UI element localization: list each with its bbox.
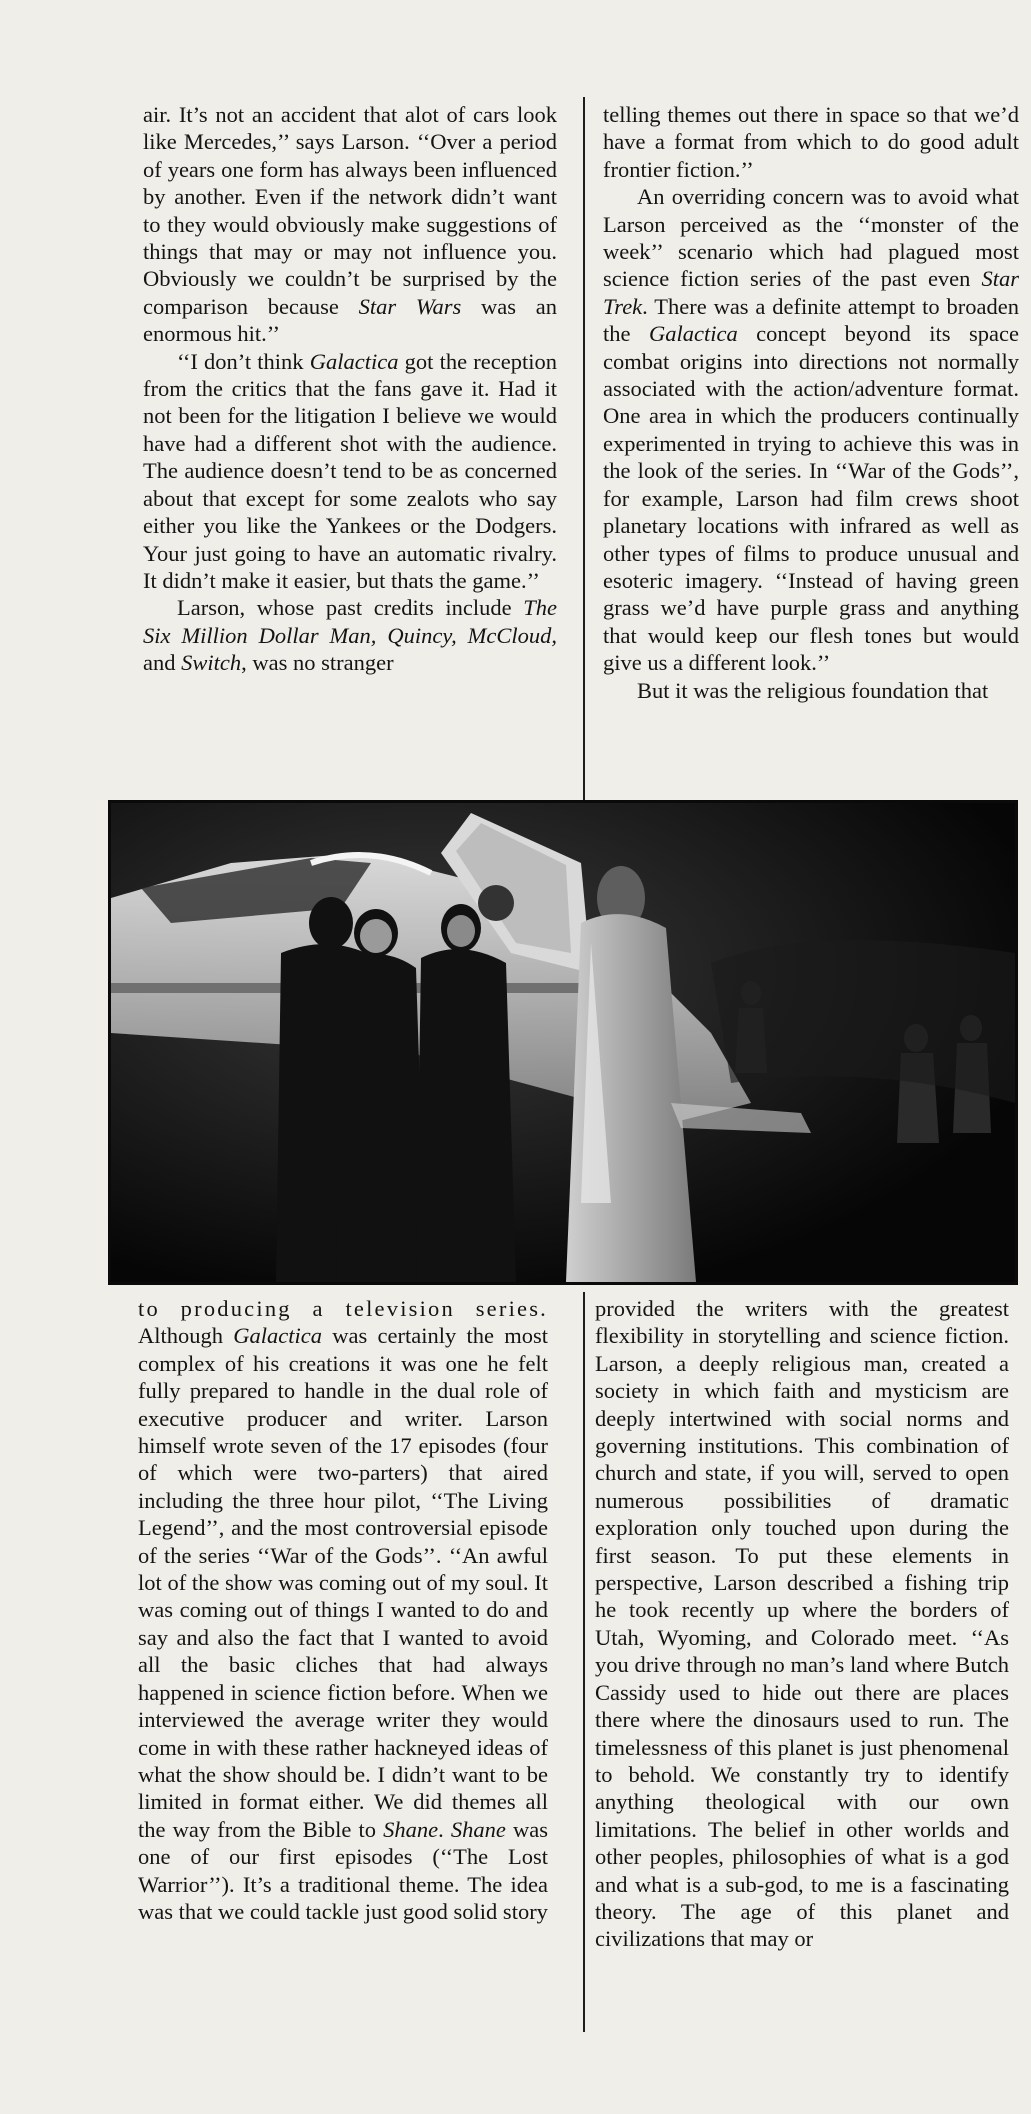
photo-illustration [111, 803, 1015, 1282]
italic-title: Galactica [233, 1323, 322, 1349]
text-run: got the reception from the critics that the fans gave it. Had it not been for the litigation I believe we would have had a different shot with the audience. The audience doesn’t tend to be as concerned about that except for some zealots who say either you like the Yankees or the Dodgers. Your just going to have an automatic rivalry. It didn’t make it easier, but thats the game.’’ [143, 348, 557, 593]
paragraph: But it was the religious foundation that [637, 677, 989, 703]
italic-title: Shane [450, 1816, 506, 1842]
text-run: was one of our first episodes (‘‘The Lost Warrior’’). It’s a traditional theme. The idea was that we could tackle just good solid story [138, 1816, 548, 1924]
italic-title: Shane [383, 1816, 439, 1842]
column-divider [583, 1292, 585, 2032]
text-run: Larson, whose past credits include [177, 595, 524, 621]
text-run: was an enormous hit.’’ [143, 293, 557, 347]
italic-title: Switch [181, 650, 242, 676]
text-run: and [143, 650, 182, 676]
text-run: An overriding concern was to avoid what Larson perceived as the ‘‘monster of the week’’ scenario which had plagued most science fiction series of the past even [603, 184, 1019, 292]
italic-title: Galactica [648, 321, 738, 347]
text-run: . [438, 1816, 451, 1842]
film-still-photo [108, 800, 1018, 1285]
paragraph [143, 594, 557, 676]
paragraph [138, 1295, 548, 1925]
italic-title: Galactica [309, 348, 399, 374]
paragraph [143, 101, 557, 348]
text-run: ‘‘I don’t think [177, 348, 310, 374]
text-run: air. It’s not an accident that alot of cars look like Mercedes,’’ says Larson. ‘‘Over a period of years one form has always been influenced by another. Even if the network didn’t want to they would obviously make suggestions of things that may or may not influence you. Obviously we couldn’t be surprised by the comparison because [143, 102, 557, 319]
italic-title: Star Trek [603, 266, 1019, 319]
italic-title: The Six Million Dollar Man, Quincy, McCloud, [143, 595, 557, 648]
text-run: concept beyond its space combat origins into directions not normally associated with the action/adventure format. One area in which the producers continually experimented in trying to achieve this was in the look of the series. In ‘‘War of the Gods’’, for example, Larson had film crews shoot planetary locations with infrared as well as other types of films to produce unusual and esoteric imagery. ‘‘Instead of having green grass we’d have purple grass and anything that would keep our flesh tones but would give us a different look.’’ [603, 321, 1019, 676]
italic-title: Star Wars [358, 293, 462, 319]
paragraph: telling themes out there in space so that we’d have a format from which to do good adult frontier fiction.’’ [603, 102, 1019, 182]
column-bottom-right [595, 1295, 1009, 1953]
column-bottom-left [138, 1295, 548, 1925]
paragraph [603, 183, 1019, 676]
text-run: Although [138, 1323, 234, 1349]
paragraph: provided the writers with the greatest flexibility in storytelling and science fiction. Larson, a deeply religious man, created a society in which faith and mysticism are deeply intertwined with social norms and governing institutions. This combination of church and state, if you will, served to open numerous possibilities of dramatic exploration only touched upon during the first season. To put these elements in perspective, Larson described a fishing trip he took recently up where the borders of Utah, Wyoming, and Colorado meet. ‘‘As you drive through no man’s land where Butch Cassidy used to hide out there are places there where the dinosaurs used to run. The timelessness of this planet is just phenomenal to behold. We constantly try to identify anything theological with our own limitations. The belief in other worlds and other peoples, philosophies of what is a god and what is a sub-god, to me is a fascinating theory. The age of this planet and civilizations that may or [595, 1296, 1009, 1952]
column-top-left [143, 101, 557, 677]
column-divider [583, 97, 585, 800]
text-run: to producing a television series. [138, 1296, 548, 1321]
paragraph [143, 348, 557, 595]
text-run: , was no stranger [241, 650, 394, 676]
text-run: was certainly the most complex of his creations it was one he felt fully prepared to handle in the dual role of executive producer and writer. Larson himself wrote seven of the 17 episodes (four of which were two-parters) that aired including the three hour pilot, ‘‘The Living Legend’’, and the most controversial episode of the series ‘‘War of the Gods’’. ‘‘An awful lot of the show was coming out of my soul. It was coming out of things I wanted to do and say and also the fact that I wanted to avoid all the basic cliches that had always happened in science fiction before. When we interviewed the average writer they would come in with these rather hackneyed ideas of what the show should be. I didn’t want to be limited in format either. We did themes all the way from the Bible to [138, 1323, 548, 1842]
text-run: . There was a definite attempt to broaden the [603, 293, 1019, 347]
column-top-right [603, 101, 1019, 704]
